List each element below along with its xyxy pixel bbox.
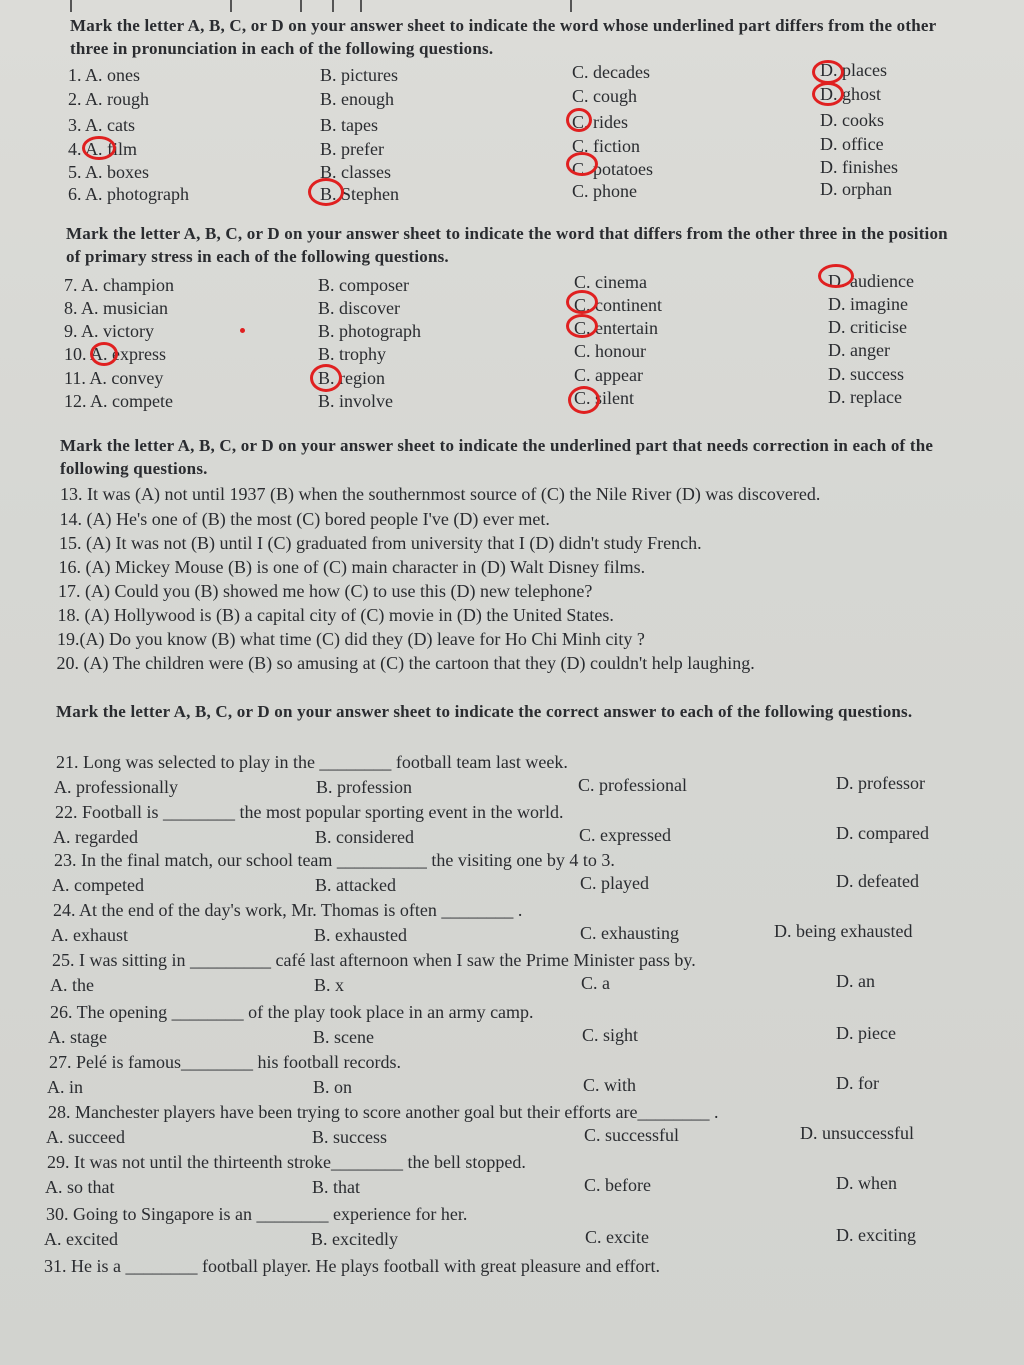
option-a: 2. A. rough xyxy=(68,89,149,109)
correction-question: 14. (A) He's one of (B) the most (C) bored people I've (D) ever met. xyxy=(59,509,550,529)
option-a: A. professionally xyxy=(54,777,178,797)
option-b: B. discover xyxy=(318,298,400,318)
option-b: B. scene xyxy=(313,1027,374,1047)
section1-header: Mark the letter A, B, C, or D on your answer sheet to indicate the word whose underlined part differs from the other three in pronunciation in each of the following questions. xyxy=(70,16,937,58)
option-c: C. excite xyxy=(585,1227,649,1247)
option-a: A. excited xyxy=(44,1229,118,1249)
option-b: B. on xyxy=(313,1077,353,1097)
option-b: B. classes xyxy=(320,162,391,182)
option-c: C. professional xyxy=(578,775,687,795)
option-d: D. audience xyxy=(828,271,914,291)
option-a: A. stage xyxy=(48,1027,107,1047)
option-b: B. attacked xyxy=(315,875,396,895)
answer-circle xyxy=(308,178,344,206)
option-d: D. finishes xyxy=(820,157,898,177)
option-d: D. being exhausted xyxy=(774,921,913,941)
option-b: B. composer xyxy=(318,275,409,295)
option-b: B. photograph xyxy=(318,321,421,341)
option-c: C. with xyxy=(583,1075,637,1095)
option-c: C. successful xyxy=(584,1125,679,1145)
correction-question: 17. (A) Could you (B) showed me how (C) to use this (D) new telephone? xyxy=(58,581,593,601)
option-a: A. competed xyxy=(52,875,144,895)
question-31: 31. He is a ________ football player. He plays football with great pleasure and effort. xyxy=(44,1256,660,1276)
correction-question: 15. (A) It was not (B) until I (C) graduated from university that I (D) didn't study French. xyxy=(59,533,702,553)
correction-question: 19.(A) Do you know (B) what time (C) did they (D) leave for Ho Chi Minh city ? xyxy=(57,629,645,649)
option-c: C. appear xyxy=(574,365,643,385)
option-a: A. exhaust xyxy=(51,925,128,945)
option-b: B. that xyxy=(312,1177,360,1197)
option-b: B. prefer xyxy=(320,139,384,159)
correction-question: 20. (A) The children were (B) so amusing at (C) the cartoon that they (D) couldn't help laughing. xyxy=(56,653,755,673)
option-a: 12. A. compete xyxy=(64,391,173,411)
option-c: C. cough xyxy=(572,86,637,106)
option-b: B. trophy xyxy=(318,344,387,364)
option-a: 11. A. convey xyxy=(64,368,164,388)
question-stem: 24. At the end of the day's work, Mr. Thomas is often ________ . xyxy=(53,900,523,920)
option-d: D. success xyxy=(828,364,904,384)
option-c: C. cinema xyxy=(574,272,647,292)
option-d: D. ghost xyxy=(820,84,882,104)
option-a: A. succeed xyxy=(46,1127,125,1147)
option-c: C. rides xyxy=(572,112,628,132)
option-a: 6. A. photograph xyxy=(68,184,189,204)
option-d: D. exciting xyxy=(836,1225,916,1245)
option-d: D. anger xyxy=(828,340,890,360)
option-b: B. exhausted xyxy=(314,925,407,945)
section3-header: Mark the letter A, B, C, or D on your answer sheet to indicate the underlined part that needs correction in each of the following questions. xyxy=(60,436,934,478)
option-a: A. regarded xyxy=(53,827,138,847)
option-c: C. fiction xyxy=(572,136,640,156)
option-d: D. criticise xyxy=(828,317,907,337)
option-c: C. before xyxy=(584,1175,651,1195)
option-b: B. x xyxy=(314,975,345,995)
option-b: B. excitedly xyxy=(311,1229,398,1249)
option-b: B. tapes xyxy=(320,115,378,135)
answer-circle xyxy=(566,152,598,176)
option-b: B. involve xyxy=(318,391,393,411)
option-a: 8. A. musician xyxy=(64,298,168,318)
section4-header: Mark the letter A, B, C, or D on your answer sheet to indicate the correct answer to each of the following questions. xyxy=(56,702,913,721)
option-d: D. imagine xyxy=(828,294,908,314)
answer-circle xyxy=(812,60,844,84)
answer-circle xyxy=(812,82,844,106)
option-b: B. enough xyxy=(320,89,394,109)
answer-circle xyxy=(90,342,118,366)
option-a: A. in xyxy=(47,1077,83,1097)
option-b: B. pictures xyxy=(320,65,398,85)
answer-circle xyxy=(310,364,342,392)
option-c: C. decades xyxy=(572,62,650,82)
answer-circle xyxy=(568,386,600,414)
section2-header: Mark the letter A, B, C, or D on your answer sheet to indicate the word that differs from the other three in the position of primary stress in each of the following questions. xyxy=(66,224,948,266)
question-stem: 21. Long was selected to play in the ________ football team last week. xyxy=(56,752,568,772)
option-c: C. phone xyxy=(572,181,637,201)
correction-question: 16. (A) Mickey Mouse (B) is one of (C) main character in (D) Walt Disney films. xyxy=(58,557,646,577)
option-a: 1. A. ones xyxy=(68,65,140,85)
answer-circle xyxy=(818,264,854,288)
option-b: B. Stephen xyxy=(320,184,399,204)
correction-question: 13. It was (A) not until 1937 (B) when the southernmost source of (C) the Nile River (D) was discovered. xyxy=(60,484,821,504)
option-d: D. when xyxy=(836,1173,897,1193)
option-a: 9. A. victory xyxy=(64,321,154,341)
option-a: 3. A. cats xyxy=(68,115,135,135)
option-c: C. a xyxy=(581,973,610,993)
option-a: 5. A. boxes xyxy=(68,162,149,182)
option-d: D. compared xyxy=(836,823,929,843)
option-d: D. an xyxy=(836,971,875,991)
question-stem: 22. Football is ________ the most popular sporting event in the world. xyxy=(55,802,564,822)
option-b: B. profession xyxy=(316,777,412,797)
option-a: 4. A. film xyxy=(68,139,138,159)
question-stem: 23. In the final match, our school team __________ the visiting one by 4 to 3. xyxy=(54,850,615,870)
option-a: 7. A. champion xyxy=(64,275,174,295)
question-stem: 25. I was sitting in _________ café last afternoon when I saw the Prime Minister pass by. xyxy=(52,950,696,970)
option-d: D. piece xyxy=(836,1023,896,1043)
question-stem: 29. It was not until the thirteenth stroke________ the bell stopped. xyxy=(47,1152,526,1172)
option-c: C. entertain xyxy=(574,318,658,338)
option-d: D. office xyxy=(820,134,884,154)
red-dot xyxy=(240,328,245,333)
option-b: B. success xyxy=(312,1127,387,1147)
option-d: D. orphan xyxy=(820,179,892,199)
option-c: C. potatoes xyxy=(572,159,653,179)
option-c: C. exhausting xyxy=(580,923,679,943)
question-stem: 27. Pelé is famous________ his football records. xyxy=(49,1052,401,1072)
option-a: A. the xyxy=(50,975,94,995)
option-c: C. sight xyxy=(582,1025,639,1045)
answer-circle xyxy=(566,314,598,338)
option-c: C. honour xyxy=(574,341,646,361)
option-c: C. silent xyxy=(574,388,635,408)
answer-circle xyxy=(566,108,592,132)
question-stem: 30. Going to Singapore is an ________ experience for her. xyxy=(46,1204,468,1224)
question-stem: 26. The opening ________ of the play took place in an army camp. xyxy=(50,1002,534,1022)
option-d: D. professor xyxy=(836,773,925,793)
question-stem: 28. Manchester players have been trying to score another goal but their efforts are________ . xyxy=(48,1102,719,1122)
option-b: B. region xyxy=(318,368,385,388)
option-d: D. replace xyxy=(828,387,902,407)
option-d: D. places xyxy=(820,60,887,80)
option-d: D. defeated xyxy=(836,871,919,891)
top-edge-marks xyxy=(60,0,1024,12)
option-c: C. played xyxy=(580,873,649,893)
option-c: C. continent xyxy=(574,295,662,315)
option-d: D. cooks xyxy=(820,110,884,130)
option-b: B. considered xyxy=(315,827,414,847)
answer-circle xyxy=(82,136,116,160)
correction-question: 18. (A) Hollywood is (B) a capital city of (C) movie in (D) the United States. xyxy=(57,605,614,625)
answer-circle xyxy=(566,290,598,314)
option-d: D. unsuccessful xyxy=(800,1123,914,1143)
option-c: C. expressed xyxy=(579,825,671,845)
option-a: A. so that xyxy=(45,1177,115,1197)
option-a: 10. A. express xyxy=(64,344,166,364)
option-d: D. for xyxy=(836,1073,879,1093)
